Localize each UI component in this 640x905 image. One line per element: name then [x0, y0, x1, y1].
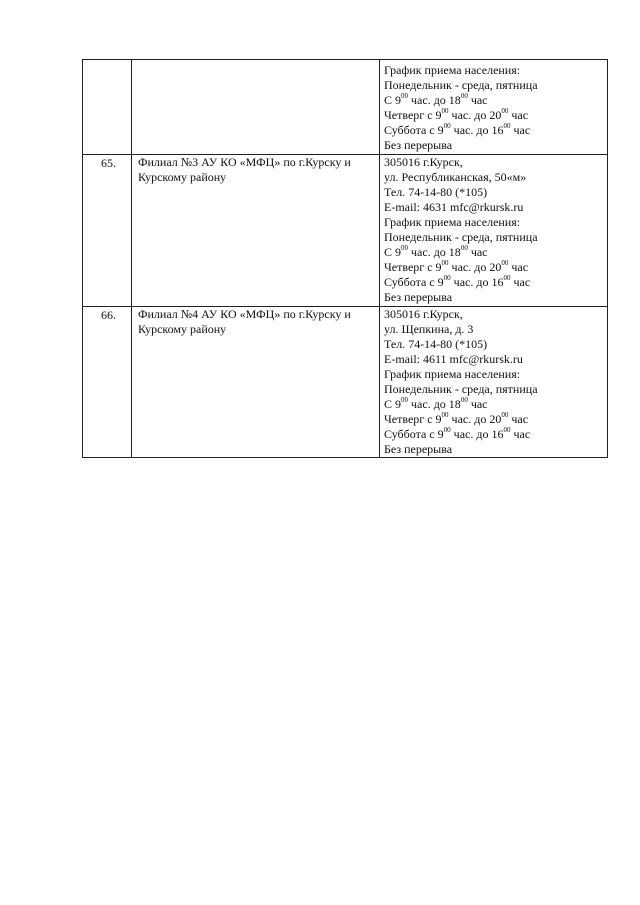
- row-number: 66.: [101, 307, 116, 322]
- branch-name-cell: [132, 154, 380, 306]
- branch-name: Филиал №3 АУ КО «МФЦ» по г.Курску и Курскому району: [138, 154, 351, 185]
- branch-name-cell: [132, 306, 380, 458]
- branch-name: Филиал №4 АУ КО «МФЦ» по г.Курску и Курскому району: [138, 306, 351, 336]
- schedule-break: Без перерыва: [384, 138, 453, 153]
- row-number-cell: [83, 306, 132, 458]
- schedule-break: Без перерыва: [384, 442, 453, 457]
- branches-table: [82, 59, 608, 458]
- schedule-days: Понедельник - среда, пятница: [384, 230, 538, 245]
- schedule-header: График приема населения:: [384, 63, 521, 77]
- schedule-header: График приема населения:: [384, 214, 521, 229]
- branch-name-cell: [132, 60, 380, 155]
- address-line: 305016 г.Курск,: [384, 154, 463, 169]
- table-row: [83, 60, 608, 155]
- schedule-saturday-hours: Суббота с $9^{00}$ час. до $16^{00}$ час: [384, 426, 531, 442]
- row-number: 65.: [101, 155, 116, 170]
- schedule-weekday-hours: С $9^{00}$ час. до $18^{00}$ час: [384, 396, 488, 412]
- schedule-break: Без перерыва: [384, 290, 453, 305]
- schedule-saturday-hours: Суббота с $9^{00}$ час. до $16^{00}$ час: [384, 122, 531, 138]
- schedule-thursday-hours: Четверг с $9^{00}$ час. до $20^{00}$ час: [384, 411, 529, 427]
- schedule-weekday-hours: С $9^{00}$ час. до $18^{00}$ час: [384, 244, 488, 260]
- address-line: 305016 г.Курск,: [384, 306, 463, 321]
- schedule-thursday-hours: Четверг с $9^{00}$ час. до $20^{00}$ час: [384, 107, 529, 123]
- address-line: ул. Республиканская, 50«м»: [384, 169, 527, 184]
- phone-line: Тел. 74-14-80 (*105): [384, 184, 488, 199]
- branch-info-cell: [380, 154, 608, 306]
- address-line: ул. Щепкина, д. 3: [384, 321, 474, 336]
- schedule-days: Понедельник - среда, пятница: [384, 381, 538, 396]
- schedule-saturday-hours: Суббота с $9^{00}$ час. до $16^{00}$ час: [384, 274, 531, 290]
- branch-info-cell: [380, 306, 608, 458]
- email-line: E-mail: 4611 mfc@rkursk.ru: [384, 351, 523, 366]
- schedule-header: График приема населения:: [384, 366, 521, 381]
- table-row: [83, 306, 608, 458]
- table-row: [83, 154, 608, 306]
- schedule-days: Понедельник - среда, пятница: [384, 78, 538, 93]
- phone-line: Тел. 74-14-80 (*105): [384, 336, 488, 351]
- branch-info-cell: [380, 60, 608, 155]
- schedule-thursday-hours: Четверг с $9^{00}$ час. до $20^{00}$ час: [384, 259, 529, 275]
- email-line: E-mail: 4631 mfc@rkursk.ru: [384, 199, 524, 214]
- row-number-cell: [83, 154, 132, 306]
- row-number-cell: [83, 60, 132, 155]
- schedule-weekday-hours: С $9^{00}$ час. до $18^{00}$ час: [384, 92, 488, 108]
